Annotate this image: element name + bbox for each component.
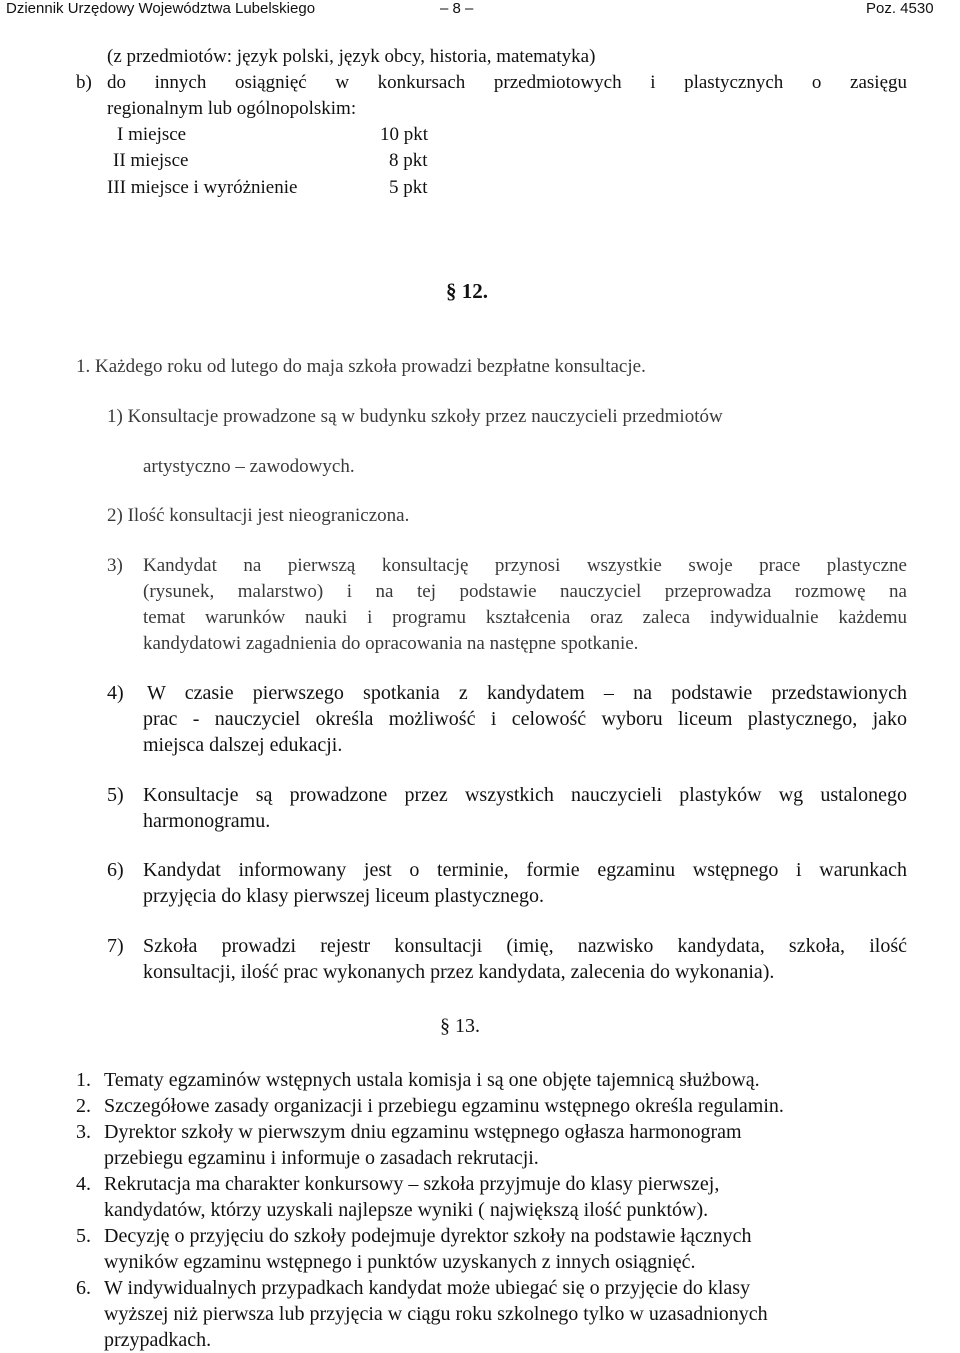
list-item-line: W czasie pierwszego spotkania z kandydatem – na podstawie przedstawionych bbox=[147, 682, 907, 704]
list-item: artystyczno – zawodowych. bbox=[143, 456, 355, 477]
list-item-line: wyników egzaminu wstępnego i punktów uzyskanych z innych osiągnięć. bbox=[104, 1251, 696, 1273]
list-item-line: Szkoła prowadzi rejestr konsultacji (imię, nazwisko kandydata, szkoła, ilość bbox=[143, 935, 907, 957]
list-marker: b) bbox=[76, 72, 92, 93]
list-marker: 6) bbox=[107, 859, 124, 881]
section-title: § 12. bbox=[446, 279, 488, 303]
list-item-line: przyjęcia do klasy pierwszej liceum plastycznego. bbox=[143, 885, 544, 907]
list-item-line: Dyrektor szkoły w pierwszym dniu egzaminu wstępnego ogłasza harmonogram bbox=[104, 1121, 742, 1143]
list-item-line: wyższej niż pierwsza lub przyjęcia w ciągu roku szkolnego tylko w uzasadnionych bbox=[104, 1303, 768, 1325]
points-value: 8 pkt bbox=[389, 150, 428, 171]
list-marker: 6. bbox=[76, 1277, 91, 1299]
list-item-line: prac - nauczyciel określa możliwość i celowość wyboru liceum plastycznego, jako bbox=[143, 708, 907, 730]
list-item-line: przebiegu egzaminu i informuje o zasadach rekrutacji. bbox=[104, 1147, 539, 1169]
points-place: III miejsce i wyróżnienie bbox=[107, 177, 298, 198]
points-value: 10 pkt bbox=[380, 124, 429, 145]
list-marker: 7) bbox=[107, 935, 124, 957]
list-item-line: kandydatów, którzy uzyskali najlepsze wyniki ( największą ilość punktów). bbox=[104, 1199, 709, 1221]
section-title: § 13. bbox=[440, 1015, 480, 1037]
list-marker: 5) bbox=[107, 784, 124, 806]
list-marker: 3) bbox=[107, 555, 123, 576]
points-place: I miejsce bbox=[117, 124, 187, 145]
list-item-line: (rysunek, malarstwo) i na tej podstawie nauczyciel przeprowadza rozmowę na bbox=[143, 581, 907, 602]
list-item-line: Decyzję o przyjęciu do szkoły podejmuje dyrektor szkoły na podstawie łącznych bbox=[104, 1225, 752, 1247]
list-item-line: Rekrutacja ma charakter konkursowy – szkoła przyjmuje do klasy pierwszej, bbox=[104, 1173, 720, 1195]
list-item-line: harmonogramu. bbox=[143, 810, 271, 832]
points-value: 5 pkt bbox=[389, 177, 428, 198]
list-item: 2) Ilość konsultacji jest nieograniczona. bbox=[107, 505, 410, 526]
list-marker: 4. bbox=[76, 1173, 91, 1195]
list-item-line: miejsca dalszej edukacji. bbox=[143, 734, 343, 756]
points-place: II miejsce bbox=[113, 150, 189, 171]
list-marker: 4) bbox=[107, 682, 124, 704]
list-item-line: kandydatowi zagadnienia do opracowania na następne spotkanie. bbox=[143, 633, 639, 654]
intro-line: (z przedmiotów: język polski, język obcy, historia, matematyka) bbox=[107, 46, 596, 67]
list-item-line: W indywidualnych przypadkach kandydat może ubiegać się o przyjęcie do klasy bbox=[104, 1277, 751, 1299]
intro-b-line: regionalnym lub ogólnopolskim: bbox=[107, 98, 357, 119]
list-item: 1) Konsultacje prowadzone są w budynku szkoły przez nauczycieli przedmiotów bbox=[107, 406, 723, 427]
list-marker: 5. bbox=[76, 1225, 91, 1247]
list-item-line: Szczegółowe zasady organizacji i przebiegu egzaminu wstępnego określa regulamin. bbox=[104, 1095, 784, 1117]
list-item-line: Kandydat informowany jest o terminie, formie egzaminu wstępnego i warunkach bbox=[143, 859, 907, 881]
list-item-line: przypadkach. bbox=[104, 1329, 212, 1351]
list-item-line: Kandydat na pierwszą konsultację przynosi wszystkie swoje prace plastyczne bbox=[143, 555, 907, 576]
list-item-line: konsultacji, ilość prac wykonanych przez kandydata, zalecenia do wykonania). bbox=[143, 961, 775, 983]
list-marker: 3. bbox=[76, 1121, 91, 1143]
list-item-line: temat warunków nauki i programu kształcenia oraz zaleca indywidualnie każdemu bbox=[143, 607, 907, 628]
intro-b-line: do innych osiągnięć w konkursach przedmiotowych i plastycznych o zasięgu bbox=[107, 72, 907, 93]
position-number: Poz. 4530 bbox=[866, 0, 934, 17]
list-marker: 1. bbox=[76, 1069, 91, 1091]
page-number: – 8 – bbox=[440, 0, 474, 17]
list-marker: 2. bbox=[76, 1095, 91, 1117]
journal-title: Dziennik Urzędowy Województwa Lubelskiego bbox=[6, 0, 316, 17]
paragraph: 1. Każdego roku od lutego do maja szkoła prowadzi bezpłatne konsultacje. bbox=[76, 356, 646, 377]
list-item-line: Tematy egzaminów wstępnych ustala komisja i są one objęte tajemnicą służbową. bbox=[104, 1069, 760, 1091]
list-item-line: Konsultacje są prowadzone przez wszystkich nauczycieli plastyków wg ustalonego bbox=[143, 784, 907, 806]
